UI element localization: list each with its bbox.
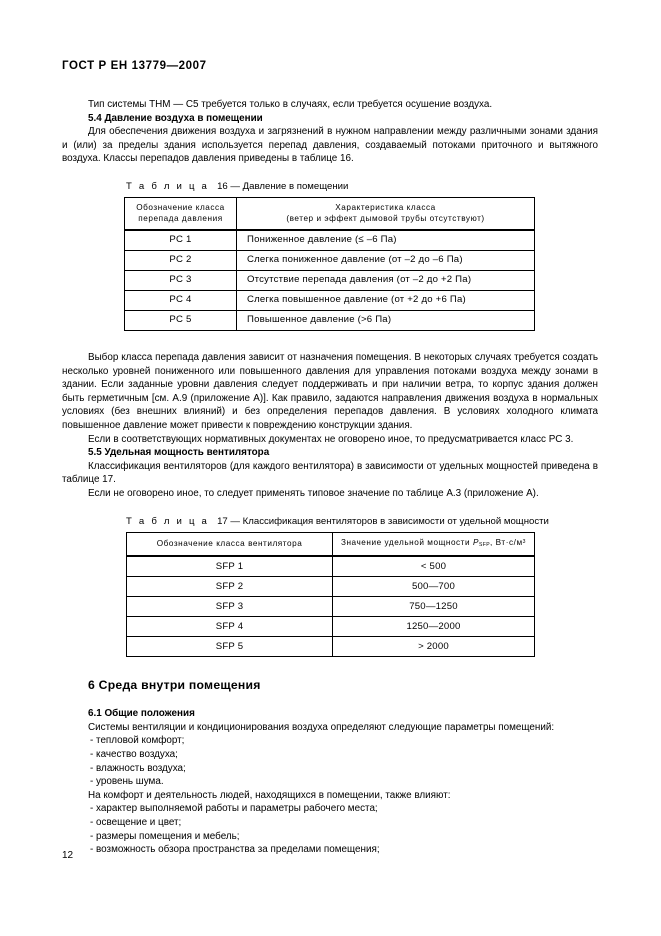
- table-16-cell-class: PC 3: [125, 270, 237, 290]
- table-16-body: [125, 230, 535, 331]
- table-17-header-value-symbol: P: [472, 537, 479, 547]
- table-17-cell-class: SFP 3: [127, 597, 333, 617]
- table-17-cell-value: 500—700: [333, 577, 535, 597]
- list-item: - тепловой комфорт;: [90, 735, 185, 747]
- table-17-caption-label: Т а б л и ц а: [126, 515, 210, 527]
- intro-paragraph: Тип системы THM — C5 требуется только в случаях, если требуется осушение воздуха.: [88, 99, 493, 110]
- table-row: [127, 617, 535, 637]
- list-item: - характер выполняемой работы и параметры рабочего места;: [90, 803, 378, 815]
- heading-5-5: 5.5 Удельная мощность вентилятора: [88, 447, 270, 459]
- table-16-caption: [62, 180, 598, 193]
- paragraph-6-1: Системы вентиляции и кондиционирования воздуха определяют следующие параметры помещений:: [88, 721, 555, 733]
- table-16-cell-class: PC 1: [125, 230, 237, 251]
- page-number: 12: [62, 850, 74, 861]
- table-17-body: [127, 556, 535, 657]
- table-16-cell-class: PC 4: [125, 290, 237, 310]
- table-row: [127, 556, 535, 577]
- table-16-cell-characteristic: Слегка повышенное давление (от +2 до +6 Па): [237, 290, 535, 310]
- table-16-header-class-line1: Обозначение класса: [136, 202, 225, 212]
- table-16-cell-characteristic: Пониженное давление (≤ –6 Па): [237, 230, 535, 251]
- table-17-header-value-superscript: 3: [522, 538, 527, 545]
- table-16-cell-characteristic: Повышенное давление (>6 Па): [237, 310, 535, 330]
- table-16-cell-class: PC 5: [125, 310, 237, 330]
- table-16-cell-class: PC 2: [125, 250, 237, 270]
- list-item: - качество воздуха;: [90, 749, 178, 761]
- spacer: [62, 501, 598, 515]
- table-17-cell-value: > 2000: [333, 637, 535, 657]
- running-header: ГОСТ Р ЕН 13779—2007: [62, 60, 207, 72]
- table-17-header-value-prefix: Значение удельной мощности: [340, 537, 471, 547]
- table-17-header-value: [333, 532, 535, 556]
- table-17-header-row: [127, 532, 535, 556]
- paragraph-5-5-first: Классификация вентиляторов (для каждого вентилятора) в зависимости от удельных мощностей приведена в таблице 17.: [62, 460, 598, 486]
- table-16-caption-title: — Давление в помещении: [230, 180, 349, 192]
- room-parameters-list: [62, 734, 598, 788]
- table-row: [125, 270, 535, 290]
- list-item: - возможность обзора пространства за пределами помещения;: [90, 844, 380, 856]
- table-17-cell-class: SFP 5: [127, 637, 333, 657]
- table-16-cell-characteristic: Отсутствие перепада давления (от –2 до +2 Па): [237, 270, 535, 290]
- paragraph-after-table-16-first: Выбор класса перепада давления зависит от назначения помещения. В некоторых случаях требуется создать несколько уровней пониженного или повышенного давления для управления потоками воздуха между зонами в здании. Если заданные уровни давления следует поддерживать и при наличии ветра, то корпус здания должен быть герметичным [см. А.9 (приложение А)]. Как правило, задаются направления движения воздуха в нормальных условиях (без внешних влияний) и без определения перепадов давления. В условиях холодного климата повышенное давление может привести к повреждению конструкции здания.: [62, 351, 598, 431]
- table-16-header-characteristic-line2: (ветер и эффект дымовой трубы отсутствуют): [286, 214, 485, 224]
- table-17-cell-class: SFP 1: [127, 556, 333, 577]
- spacer: [62, 693, 598, 707]
- list-item: - уровень шума.: [90, 776, 164, 788]
- table-17-caption: [62, 515, 598, 528]
- table-16-header-characteristic: [237, 197, 535, 230]
- list-item: - размеры помещения и мебель;: [90, 830, 240, 842]
- table-17-caption-title: — Классификация вентиляторов в зависимости от удельной мощности: [230, 515, 549, 527]
- table-17-cell-class: SFP 2: [127, 577, 333, 597]
- spacer: [62, 331, 598, 351]
- heading-5-4: 5.4 Давление воздуха в помещении: [88, 112, 263, 124]
- table-17-cell-value: 1250—2000: [333, 617, 535, 637]
- paragraph-5-4: Для обеспечения движения воздуха и загрязнений в нужном направлении между различными зонами здания и (или) за пределы здания используется перепад давления, создаваемый потоками приточного и вытяжного воздуха. Классы перепадов давления приведены в таблице 16.: [62, 126, 598, 165]
- list-item: - освещение и цвет;: [90, 816, 182, 828]
- table-17-header-value-subscript: SFP: [478, 541, 491, 548]
- paragraph-6-1-comfort: На комфорт и деятельность людей, находящихся в помещении, также влияют:: [88, 789, 451, 801]
- table-row: [125, 290, 535, 310]
- heading-6-1: 6.1 Общие положения: [88, 708, 195, 720]
- spacer: [62, 657, 598, 677]
- paragraph-after-table-16-second: Если в соответствующих нормативных документах не оговорено иное, то предусматривается класс PC 3.: [88, 433, 574, 445]
- table-17-cell-value: 750—1250: [333, 597, 535, 617]
- paragraph-5-5-second: Если не оговорено иное, то следует применять типовое значение по таблице А.3 (приложение А).: [88, 487, 539, 499]
- table-16-header-row: [125, 197, 535, 230]
- list-item: - влажность воздуха;: [90, 762, 186, 774]
- table-17-header-value-suffix: , Вт·с/м: [490, 537, 523, 547]
- table-16-caption-number: 16: [217, 180, 228, 192]
- table-16-header-class: [125, 197, 237, 230]
- table-row: [125, 250, 535, 270]
- heading-6: 6 Среда внутри помещения: [88, 678, 261, 693]
- table-row: [127, 637, 535, 657]
- table-16-caption-label: Т а б л и ц а: [126, 180, 210, 192]
- table-row: [125, 310, 535, 330]
- table-17: [126, 532, 535, 658]
- table-row: [127, 577, 535, 597]
- table-17-header-class: Обозначение класса вентилятора: [127, 532, 333, 556]
- spacer: [62, 166, 598, 180]
- table-16-header-class-line2: перепада давления: [138, 214, 223, 224]
- table-row: [125, 230, 535, 251]
- table-17-cell-class: SFP 4: [127, 617, 333, 637]
- table-16-cell-characteristic: Слегка пониженное давление (от –2 до –6 Па): [237, 250, 535, 270]
- table-16-header-characteristic-line1: Характеристика класса: [335, 202, 436, 212]
- table-row: [127, 597, 535, 617]
- page-content: [62, 60, 598, 857]
- table-16: [124, 197, 535, 331]
- comfort-factors-list: [62, 802, 598, 856]
- table-17-cell-value: < 500: [333, 556, 535, 577]
- table-17-caption-number: 17: [217, 515, 228, 527]
